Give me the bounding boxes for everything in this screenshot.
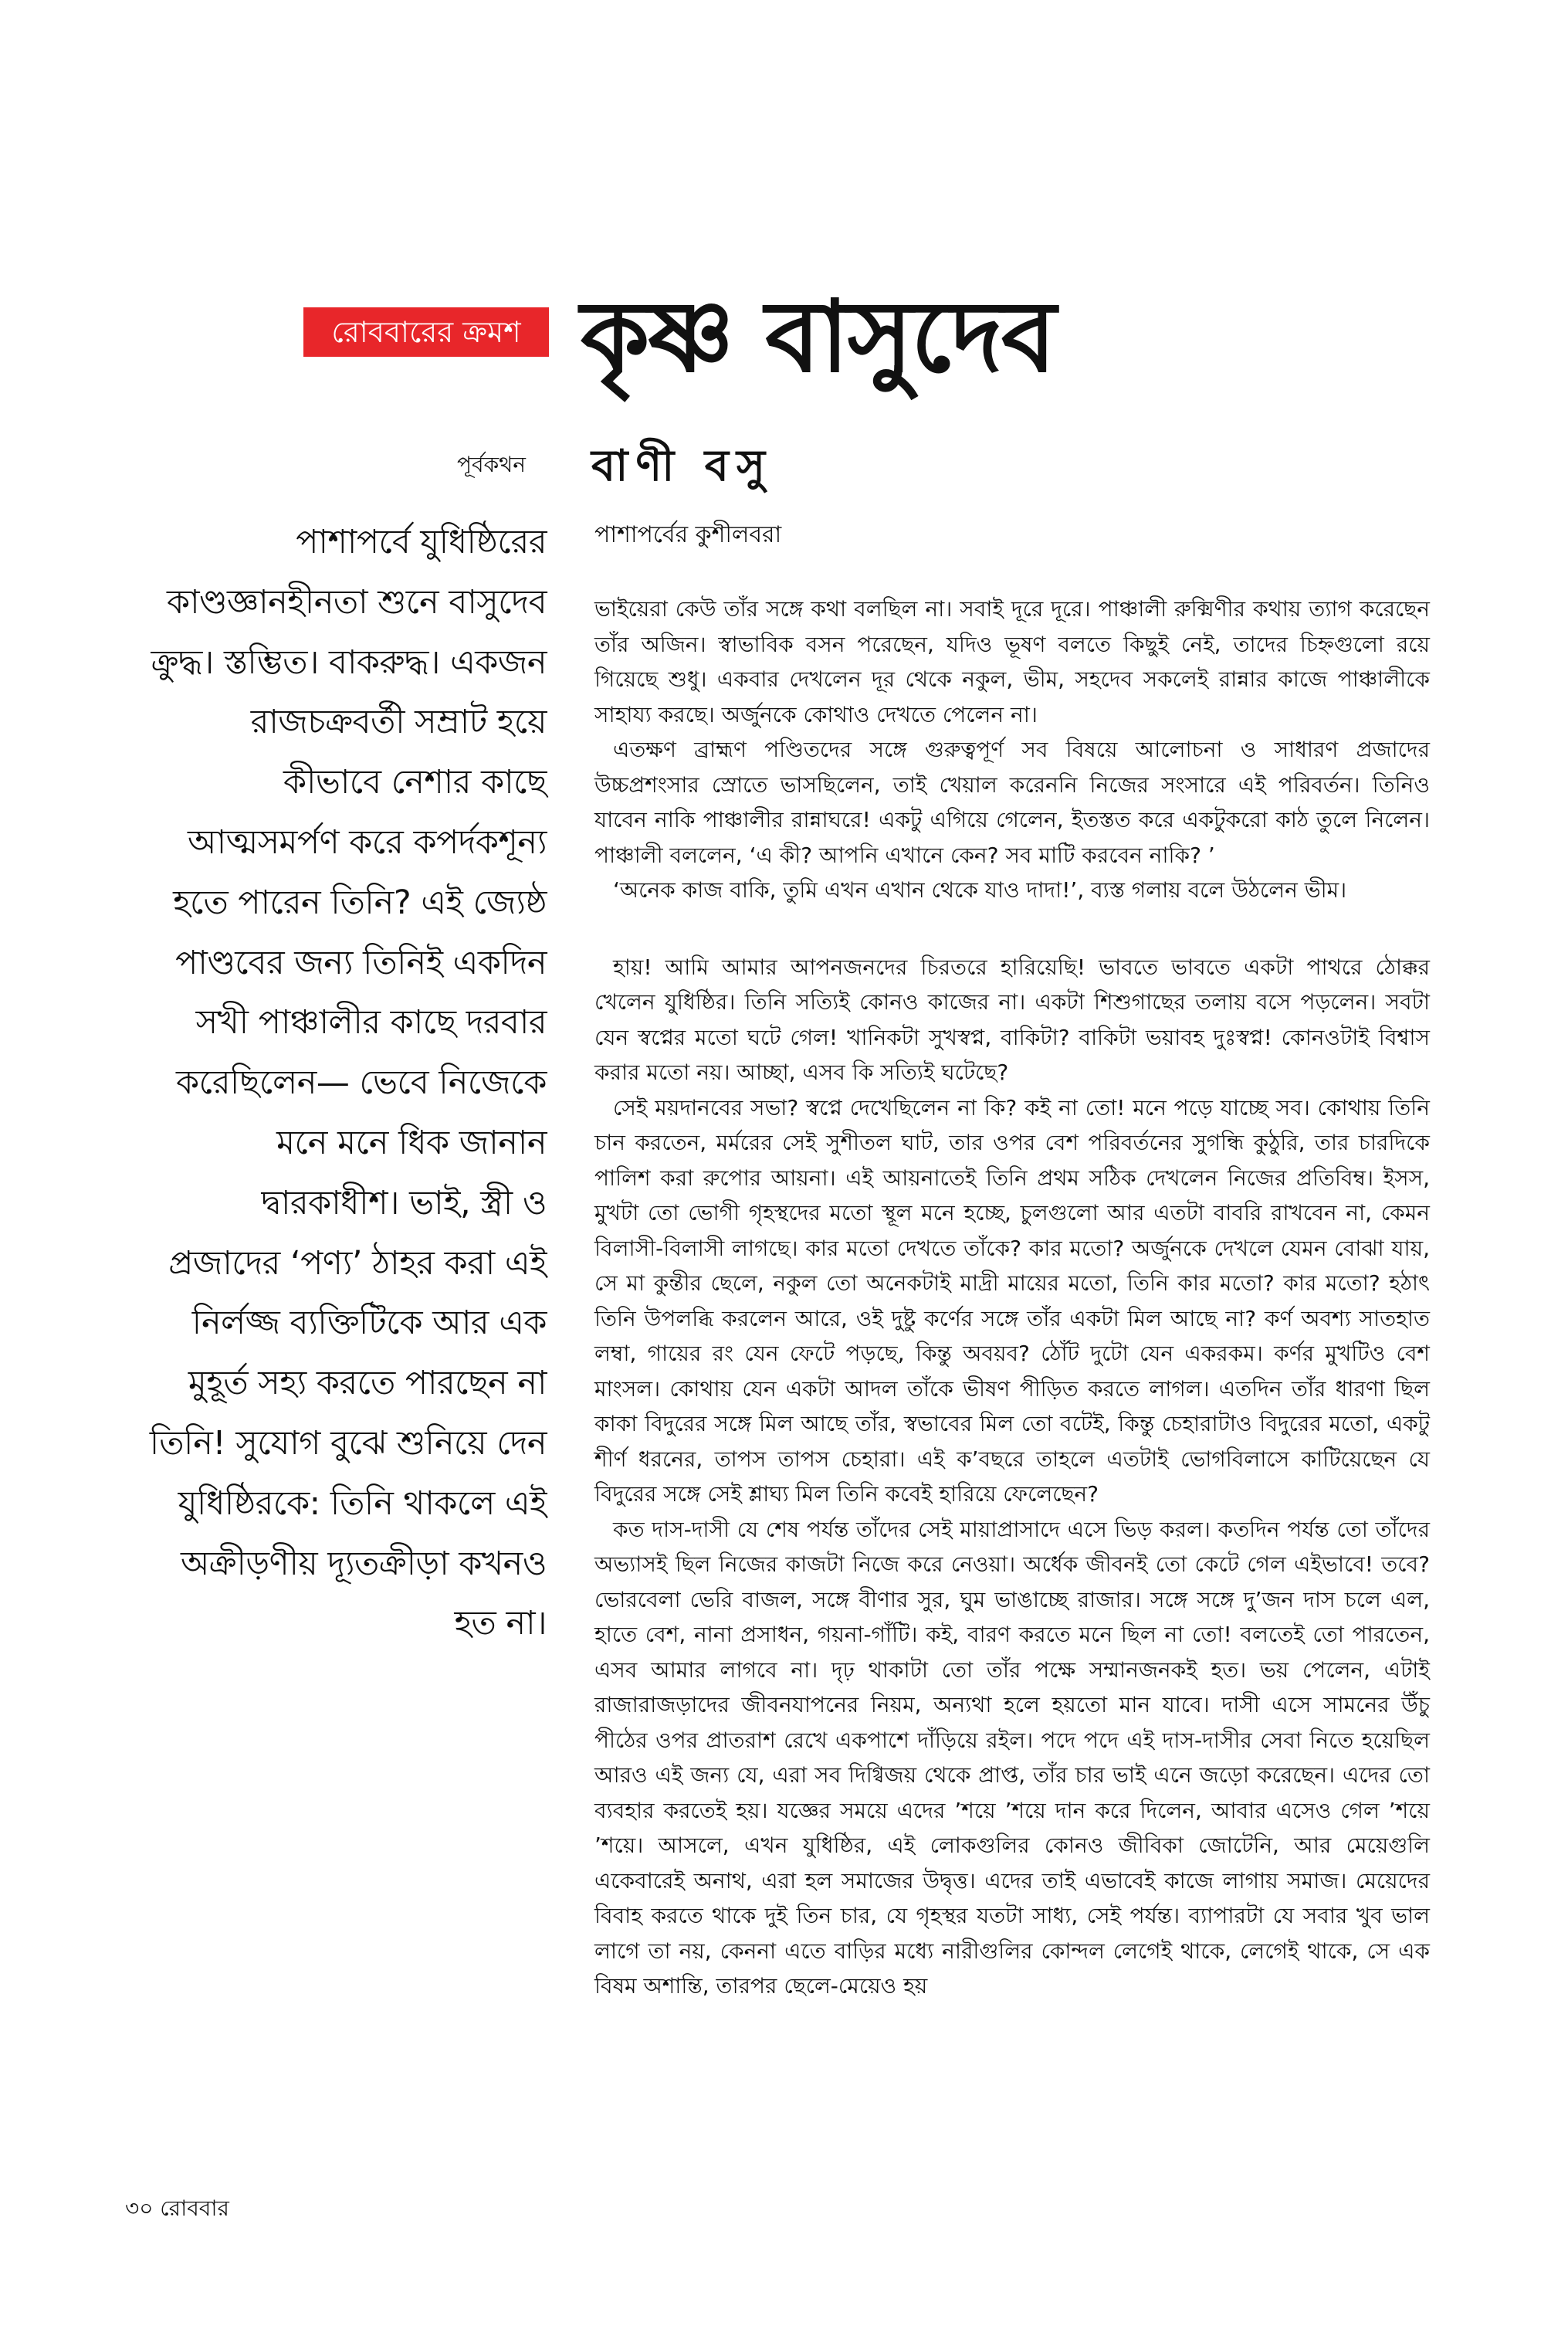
paragraph-gap [594,908,1430,950]
chapter-subhead: পাশাপর্বের কুশীলবরা [594,521,782,548]
pull-quote: পাশাপর্বে যুধিষ্ঠিরের কাণ্ডজ্ঞানহীনতা শুনে বাসুদেব ক্রুদ্ধ। স্তম্ভিত। বাকরুদ্ধ। একজন রাজচক্রবর্তী সম্রাট হয়ে কীভাবে নেশার কাছে আত্মসমর্পণ করে কপর্দকশূন্য হতে পারেন তিনি? এই জ্যেষ্ঠ পাণ্ডবের জন্য তিনিই একদিন সখী পাঞ্চালীর কাছে দরবার করেছিলেন— ভেবে নিজেকে মনে মনে ধিক জানান দ্বারকাধীশ। ভাই, স্ত্রী ও প্রজাদের ‘পণ্য’ ঠাহর করা এই নির্লজ্জ ব্যক্তিটিকে আর এক মুহূর্ত সহ্য করতে পারছেন না তিনি! সুযোগ বুঝে শুনিয়ে দেন যুধিষ্ঠিরকে: তিনি থাকলে এই অক্রীড়ণীয় দ্যূতক্রীড়া কখনও হত না। [149,523,547,1643]
body-paragraph: ‘অনেক কাজ বাকি, তুমি এখন এখান থেকে যাও দাদা!’, ব্যস্ত গলায় বলে উঠলেন ভীম। [613,877,1347,903]
section-label: পূর্বকথন [457,452,527,477]
body-paragraph: হায়! আমি আমার আপনজনদের চিরতরে হারিয়েছি! ভাবতে ভাবতে একটা পাথরে ঠোক্কর খেলেন যুধিষ্ঠির। তিনি সত্যিই কোনও কাজের না। একটা শিশুগাছের তলায় বসে পড়লেন। সবটা যেন স্বপ্নের মতো ঘটে গেল! খানিকটা সুখস্বপ্ন, বাকিটা? বাকিটা ভয়াবহ দুঃস্বপ্ন! কোনওটাই বিশ্বাস করার মতো নয়। আচ্ছা, এসব কি সত্যিই ঘটেছে? [594,954,1430,1085]
body-paragraph: এতক্ষণ ব্রাহ্মণ পণ্ডিতদের সঙ্গে গুরুত্বপূর্ণ সব বিষয়ে আলোচনা ও সাধারণ প্রজাদের উচ্চপ্রশংসার স্রোতে ভাসছিলেন, তাই খেয়াল করেননি নিজের সংসারে এই পরিবর্তন। তিনিও যাবেন নাকি পাঞ্চালীর রান্নাঘরে! একটু এগিয়ে গেলেন, ইতস্তত করে একটুকরো কাঠ তুলে নিলেন। পাঞ্চালী বললেন, ‘এ কী? আপনি এখানে কেন? সব মাটি করবেন নাকি? ’ [594,737,1430,868]
body-paragraph: সেই ময়দানবের সভা? স্বপ্নে দেখেছিলেন না কি? কই না তো! মনে পড়ে যাচ্ছে সব। কোথায় তিনি চান করতেন, মর্মরের সেই সুশীতল ঘাট, তার ওপর বেশ পরিবর্তনের সুগন্ধি কুঠুরি, তার চারদিকে পালিশ করা রুপোর আয়না। এই আয়নাতেই তিনি প্রথম সঠিক দেখলেন নিজের প্রতিবিম্ব। ইসস, মুখটা তো ভোগী গৃহস্থদের মতো স্থূল মনে হচ্ছে, চুলগুলো আর এতটা বাবরি রাখবেন না, কেমন বিলাসী-বিলাসী লাগছে। কার মতো দেখতে তাঁকে? কার মতো? অর্জুনকে দেখলে যেমন বোঝা যায়, সে মা কুন্তীর ছেলে, নকুল তো অনেকটাই মাদ্রী মায়ের মতো, তিনি কার মতো? কার মতো? হঠাৎ তিনি উপলব্ধি করলেন আরে, ওই দুষ্টু কর্ণের সঙ্গে তাঁর একটা মিল আছে না? কর্ণ অবশ্য সাতহাত লম্বা, গায়ের রং যেন ফেটে পড়ছে, কিন্তু অবয়ব? ঠোঁট দুটো যেন একরকম। কর্ণর মুখটিও বেশ মাংসল। কোথায় যেন একটা আদল তাঁকে ভীষণ পীড়িত করতে লাগল। এতদিন তাঁর ধারণা ছিল কাকা বিদুরের সঙ্গে মিল আছে তাঁর, স্বভাবের মিল তো বটেই, কিন্তু চেহারাটাও বিদুরের মতো, একটু শীর্ণ ধরনের, তাপস তাপস চেহারা। এই ক’বছরে তাহলে এতটাই ভোগবিলাসে কাটিয়েছেন যে বিদুরের সঙ্গে সেই শ্লাঘ্য মিল তিনি কবেই হারিয়ে ফেলেছেন? [594,1094,1430,1507]
article-body [594,592,1430,2004]
author-name: বাণী বসু [591,441,773,491]
series-badge: রোববারের ক্রমশ [303,307,549,357]
page-footer: ৩০ রোববার [125,2195,229,2221]
body-paragraph: ভাইয়েরা কেউ তাঁর সঙ্গে কথা বলছিল না। সবাই দূরে দূরে। পাঞ্চালী রুক্মিণীর কথায় ত্যাগ করেছেন তাঁর অজিন। স্বাভাবিক বসন পরেছেন, যদিও ভূষণ বলতে কিছুই নেই, তাদের চিহ্নগুলো রয়ে গিয়েছে শুধু। একবার দেখলেন দূর থেকে নকুল, ভীম, সহদেব সকলেই রান্নার কাজে পাঞ্চালীকে সাহায্য করছে। অর্জুনকে কোথাও দেখতে পেলেন না। [594,596,1430,727]
article-title: কৃষ্ণ বাসুদেব [581,280,1055,395]
body-paragraph: কত দাস-দাসী যে শেষ পর্যন্ত তাঁদের সেই মায়াপ্রাসাদে এসে ভিড় করল। কতদিন পর্যন্ত তো তাঁদের অভ্যাসই ছিল নিজের কাজটা নিজে করে নেওয়া। অর্ধেক জীবনই তো কেটে গেল এইভাবে! তবে? ভোরবেলা ভেরি বাজল, সঙ্গে বীণার সুর, ঘুম ভাঙাচ্ছে রাজার। সঙ্গে সঙ্গে দু’জন দাস চলে এল, হাতে বেশ, নানা প্রসাধন, গয়না-গাঁটি। কই, বারণ করতে মনে ছিল না তো! বলতেই তো পারতেন, এসব আমার লাগবে না। দৃঢ় থাকাটা তো তাঁর পক্ষে সম্মানজনকই হত। ভয় পেলেন, এটাই রাজারাজড়াদের জীবনযাপনের নিয়ম, অন্যথা হলে হয়তো মান যাবে। দাসী এসে সামনের উঁচু পীঠের ওপর প্রাতরাশ রেখে একপাশে দাঁড়িয়ে রইল। পদে পদে এই দাস-দাসীর সেবা নিতে হয়েছিল আরও এই জন্য যে, এরা সব দিগ্বিজয় থেকে প্রাপ্ত, তাঁর চার ভাই এনে জড়ো করেছেন। এদের তো ব্যবহার করতেই হয়। যজ্ঞের সময়ে এদের ’শয়ে ’শয়ে দান করে দিলেন, আবার এসেও গেল ’শয়ে ’শয়ে। আসলে, এখন যুধিষ্ঠির, এই লোকগুলির কোনও জীবিকা জোটেনি, আর মেয়েগুলি একেবারেই অনাথ, এরা হল সমাজের উদ্বৃত্ত। এদের তাই এভাবেই কাজে লাগায় সমাজ। মেয়েদের বিবাহ করতে থাকে দুই তিন চার, যে গৃহস্থর যতটা সাধ্য, সেই পর্যন্ত। ব্যাপারটা যে সবার খুব ভাল লাগে তা নয়, কেননা এতে বাড়ির মধ্যে নারীগুলির কোন্দল লেগেই থাকে, লেগেই থাকে, সে এক বিষম অশান্তি, তারপর ছেলে-মেয়েও হয় [594,1516,1430,1999]
